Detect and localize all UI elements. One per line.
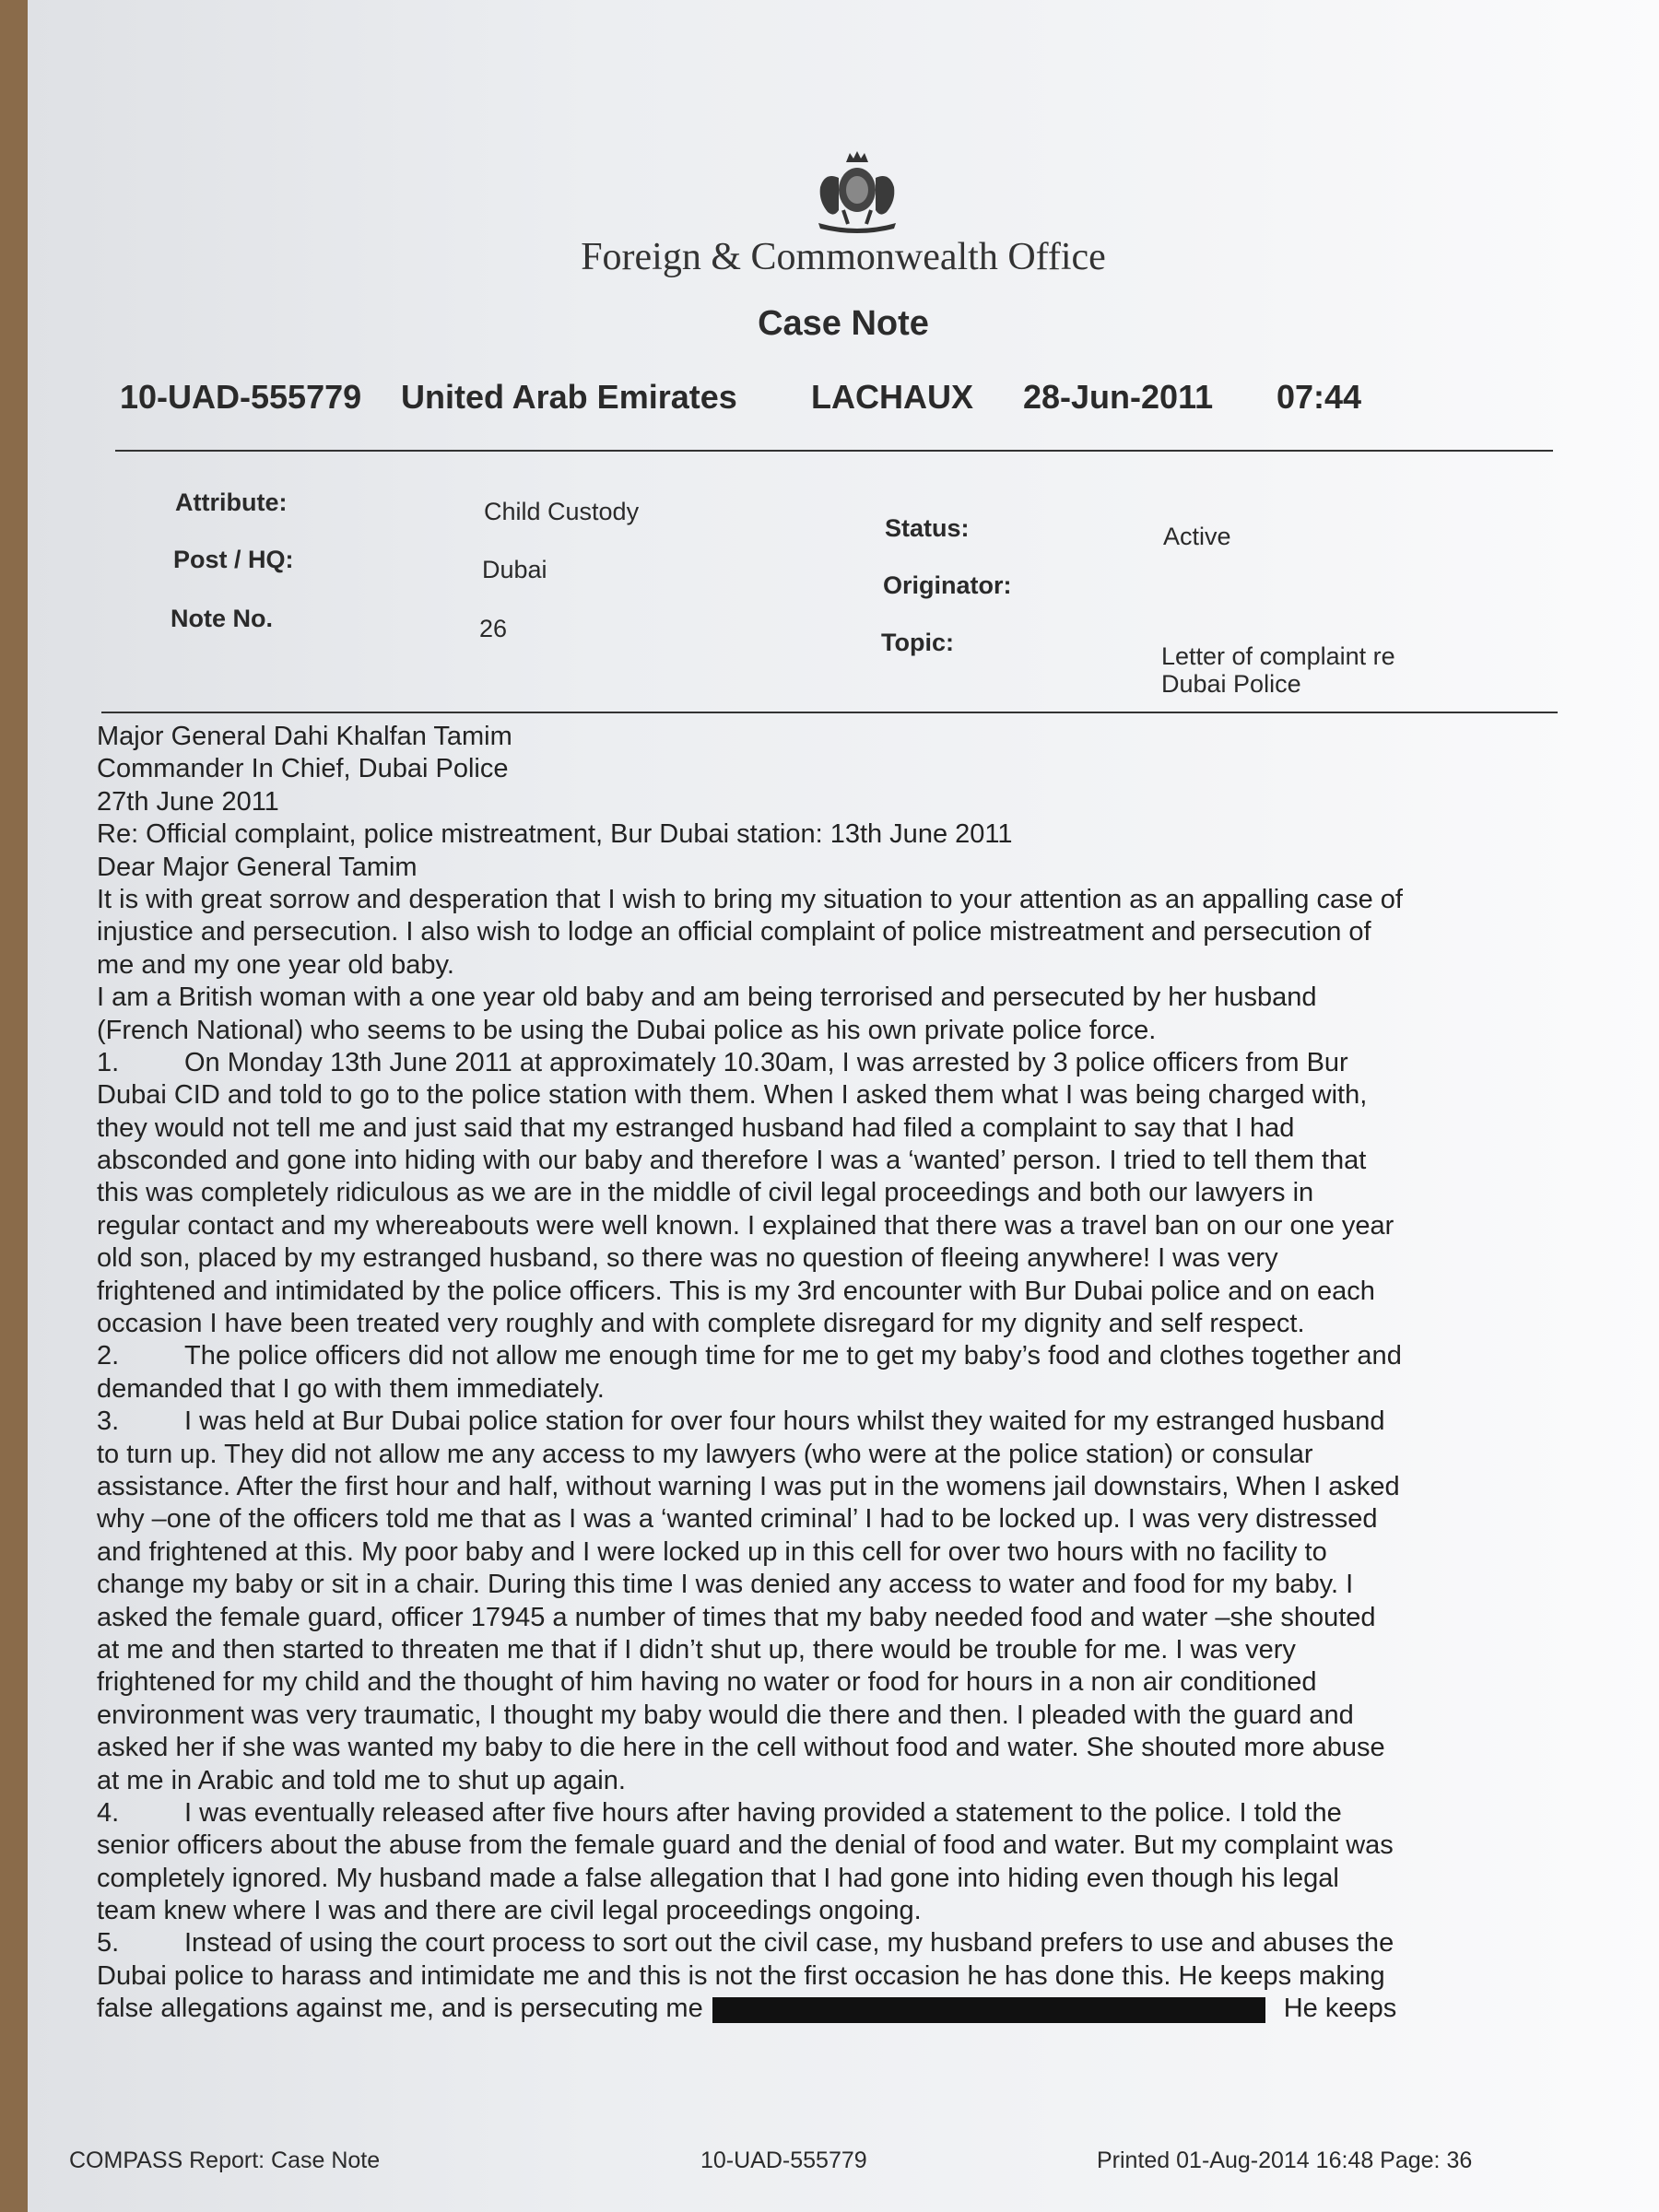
salutation: Dear Major General Tamim xyxy=(97,852,418,882)
paragraph-number: 4. xyxy=(97,1797,120,1828)
body-line-text: false allegations against me, and is persecuting me xyxy=(97,1994,703,2024)
country: United Arab Emirates xyxy=(401,378,737,416)
body-line-text: He keeps xyxy=(1283,1994,1397,2024)
body-line: Dubai CID and told to go to the police station with them. When I asked them what I was being charged with, xyxy=(97,1080,1368,1111)
body-line: completely ignored. My husband made a false allegation that I had gone into hiding even though his legal xyxy=(97,1863,1339,1893)
body-line-text: On Monday 13th June 2011 at approximately 10.30am, I was arrested by 3 police officers from Bur xyxy=(184,1047,1348,1077)
body-line: team knew where I was and there are civil legal proceedings ongoing. xyxy=(97,1896,922,1926)
post-label: Post / HQ: xyxy=(173,546,294,573)
letter-subject: Re: Official complaint, police mistreatment, Bur Dubai station: 13th June 2011 xyxy=(97,819,1013,850)
attribute-label: Attribute: xyxy=(175,488,288,516)
body-line: at me and then started to threaten me that if I didn’t shut up, there would be trouble for me. I was very xyxy=(97,1634,1296,1665)
letter-date: 27th June 2011 xyxy=(97,786,279,817)
addressee-name: Major General Dahi Khalfan Tamim xyxy=(97,722,512,751)
body-line: (French National) who seems to be using the Dubai police as his own private police force. xyxy=(97,1015,1157,1045)
paragraph-5-line xyxy=(97,1927,1571,1959)
document-page xyxy=(28,0,1659,2212)
paragraph-number: 5. xyxy=(97,1928,120,1959)
body-line-text: I was held at Bur Dubai police station for over four hours whilst they waited for my estranged husband xyxy=(184,1406,1385,1437)
note-number-value: 26 xyxy=(479,615,508,642)
case-date: 28-Jun-2011 xyxy=(1023,378,1214,416)
case-time: 07:44 xyxy=(1277,378,1362,416)
body-line-text: Instead of using the court process to sort out the civil case, my husband prefers to use and abuses the xyxy=(184,1928,1394,1959)
footer-printed-page: Printed 01-Aug-2014 16:48 Page: 36 xyxy=(1097,2147,1473,2173)
body-line: senior officers about the abuse from the female guard and the denial of food and water. But my complaint was xyxy=(97,1830,1394,1861)
body-line: regular contact and my whereabouts were well known. I explained that there was a travel ban on our one year xyxy=(97,1210,1394,1241)
paragraph-number: 1. xyxy=(97,1047,120,1077)
footer-report-label: COMPASS Report: Case Note xyxy=(69,2147,381,2173)
royal-coat-of-arms-icon xyxy=(802,146,912,238)
body-line: to turn up. They did not allow me any access to my lawyers (who were at the police station) or consular xyxy=(97,1439,1313,1469)
originator-label: Originator: xyxy=(883,571,1012,599)
body-line: at me in Arabic and told me to shut up again. xyxy=(97,1765,626,1795)
body-line: Dubai police to harass and intimidate me and this is not the first occasion he has done this. He keeps making xyxy=(97,1960,1385,1991)
body-line: old son, placed by my estranged husband, so there was no question of fleeing anywhere! I was very xyxy=(97,1243,1278,1274)
body-line: frightened for my child and the thought of him having no water or food for hours in a non air conditioned xyxy=(97,1667,1317,1698)
body-line: change my baby or sit in a chair. During this time I was denied any access to water and food for my baby. I xyxy=(97,1570,1354,1600)
body-line: demanded that I go with them immediately. xyxy=(97,1373,605,1404)
body-line: injustice and persecution. I also wish to lodge an official complaint of police mistreatment and persecution of xyxy=(97,917,1371,947)
body-line-text: I was eventually released after five hours after having provided a statement to the police. I told the xyxy=(184,1797,1342,1828)
attribute-value: Child Custody xyxy=(484,498,640,525)
body-line: It is with great sorrow and desperation that I wish to bring my situation to your attention as an appalling case of xyxy=(97,884,1403,914)
body-line: frightened and intimidated by the police officers. This is my 3rd encounter with Bur Dubai police and on each xyxy=(97,1276,1375,1306)
paragraph-number: 3. xyxy=(97,1406,120,1437)
body-line: why –one of the officers told me that as I was a ‘wanted criminal’ I had to be locked up. I was very distressed xyxy=(97,1504,1378,1535)
body-line: this was completely ridiculous as we are in the middle of civil legal proceedings and both our lawyers in xyxy=(97,1178,1314,1208)
body-line: asked the female guard, officer 17945 a number of times that my baby needed food and water –she shouted xyxy=(97,1602,1376,1632)
case-name: LACHAUX xyxy=(811,378,973,416)
note-number-label: Note No. xyxy=(171,605,273,632)
body-line: and frightened at this. My poor baby and I were locked up in this cell for over two hours with no facility to xyxy=(97,1536,1327,1567)
body-line-text: The police officers did not allow me enough time for me to get my baby’s food and clothes together and xyxy=(184,1341,1402,1371)
post-value: Dubai xyxy=(482,556,547,583)
body-line: environment was very traumatic, I thought my baby would die there and then. I pleaded with the guard and xyxy=(97,1700,1354,1730)
addressee-title: Commander In Chief, Dubai Police xyxy=(97,754,509,784)
case-headline xyxy=(120,378,1410,433)
status-value: Active xyxy=(1163,523,1231,550)
document-type-title: Case Note xyxy=(758,304,929,343)
body-line: assistance. After the first hour and half, without warning I was put in the womens jail downstairs, When I asked xyxy=(97,1471,1400,1501)
topic-value-line-1: Letter of complaint re xyxy=(1161,642,1395,670)
footer-case-reference: 10-UAD-555779 xyxy=(700,2147,867,2173)
body-line: occasion I have been treated very roughly and with complete disregard for my dignity and self respect. xyxy=(97,1309,1305,1339)
redaction-bar xyxy=(712,1997,1265,2023)
case-reference: 10-UAD-555779 xyxy=(120,378,362,416)
paragraph-1-line xyxy=(97,1047,1571,1079)
paragraph-2-line xyxy=(97,1340,1571,1372)
body-line: me and my one year old baby. xyxy=(97,949,454,980)
topic-label: Topic: xyxy=(881,629,954,656)
body-line: asked her if she was wanted my baby to die here in the cell without food and water. She shouted more abuse xyxy=(97,1733,1385,1763)
paragraph-3-line xyxy=(97,1406,1571,1438)
letter-body xyxy=(97,721,1571,2026)
status-label: Status: xyxy=(885,514,970,542)
header-divider xyxy=(115,450,1553,452)
paragraph-4-line xyxy=(97,1797,1571,1830)
body-line: I am a British woman with a one year old baby and am being terrorised and persecuted by her husband xyxy=(97,982,1317,1013)
topic-value-line-2: Dubai Police xyxy=(1161,670,1301,698)
body-line: absconded and gone into hiding with our baby and therefore I was a ‘wanted’ person. I tried to tell them that xyxy=(97,1146,1367,1176)
paragraph-number: 2. xyxy=(97,1341,120,1371)
organization-name: Foreign & Commonwealth Office xyxy=(581,236,1106,278)
body-line-redacted xyxy=(97,1993,1571,2025)
body-line: they would not tell me and just said that my estranged husband had filed a complaint to say that I had xyxy=(97,1112,1295,1143)
meta-divider xyxy=(101,712,1558,713)
